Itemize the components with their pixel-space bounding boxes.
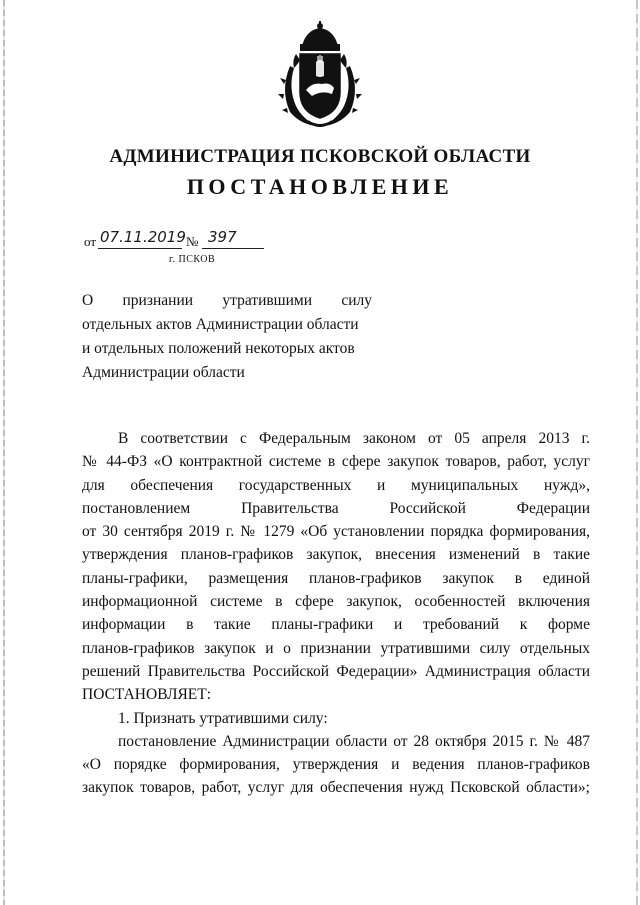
subject-line: и отдельных положений некоторых актов <box>82 340 355 357</box>
handwritten-number: 397 <box>208 228 237 246</box>
scan-edge-right <box>636 0 638 905</box>
body-line: постановлением Правительства Российской Федерации <box>82 499 590 517</box>
document-body <box>82 427 590 800</box>
date-underline <box>98 248 182 249</box>
body-line: решений Правительства Российской Федерации» Администрация области <box>82 662 590 680</box>
body-line: № 44-ФЗ «О контрактной системе в сфере закупок товаров, работ, услуг <box>82 453 590 471</box>
scan-edge-left <box>3 0 5 905</box>
body-line: 1. Признать утратившими силу: <box>118 709 328 727</box>
subject-line: Администрации области <box>82 364 245 381</box>
organization-title: АДМИНИСТРАЦИЯ ПСКОВСКОЙ ОБЛАСТИ <box>109 146 531 167</box>
subject-line: отдельных актов Администрации области <box>82 316 359 333</box>
date-prefix: от <box>84 234 97 249</box>
body-line: «О порядке формирования, утверждения и ведения планов-графиков <box>82 756 590 774</box>
number-prefix: № <box>186 234 199 249</box>
body-line: планы-графики, размещения планов-графиков закупок в единой <box>82 569 590 587</box>
body-line: от 30 сентября 2019 г. № 1279 «Об установлении порядка формирования, <box>82 523 590 541</box>
handwritten-date: 07.11.2019 <box>100 228 186 246</box>
body-line: закупок товаров, работ, услуг для обеспечения нужд Псковской области»; <box>82 779 590 797</box>
body-line: В соответствии с Федеральным законом от 05 апреля 2013 г. <box>118 430 590 447</box>
city-label: г. ПСКОВ <box>169 254 216 265</box>
body-line: информации в такие планы-графики и требований к форме <box>82 616 590 634</box>
document-subject <box>82 289 372 385</box>
body-line: утверждения планов-графиков закупок, внесения изменений в такие <box>82 546 590 564</box>
body-line: ПОСТАНОВЛЯЕТ: <box>82 686 212 704</box>
body-line: информационной системе в сфере закупок, особенностей включения <box>82 593 590 611</box>
number-underline <box>202 248 264 249</box>
document-type-title: ПОСТАНОВЛЕНИЕ <box>186 174 454 199</box>
pskov-oblast-coat-of-arms-icon <box>272 20 368 130</box>
body-line: для обеспечения государственных и муниципальных нужд», <box>82 476 590 494</box>
subject-line: О признании утратившими силу <box>82 292 372 309</box>
body-line: планов-графиков закупок и о признании утратившими силу отдельных <box>82 639 590 657</box>
body-line: постановление Администрации области от 28 октября 2015 г. № 487 <box>118 732 590 750</box>
